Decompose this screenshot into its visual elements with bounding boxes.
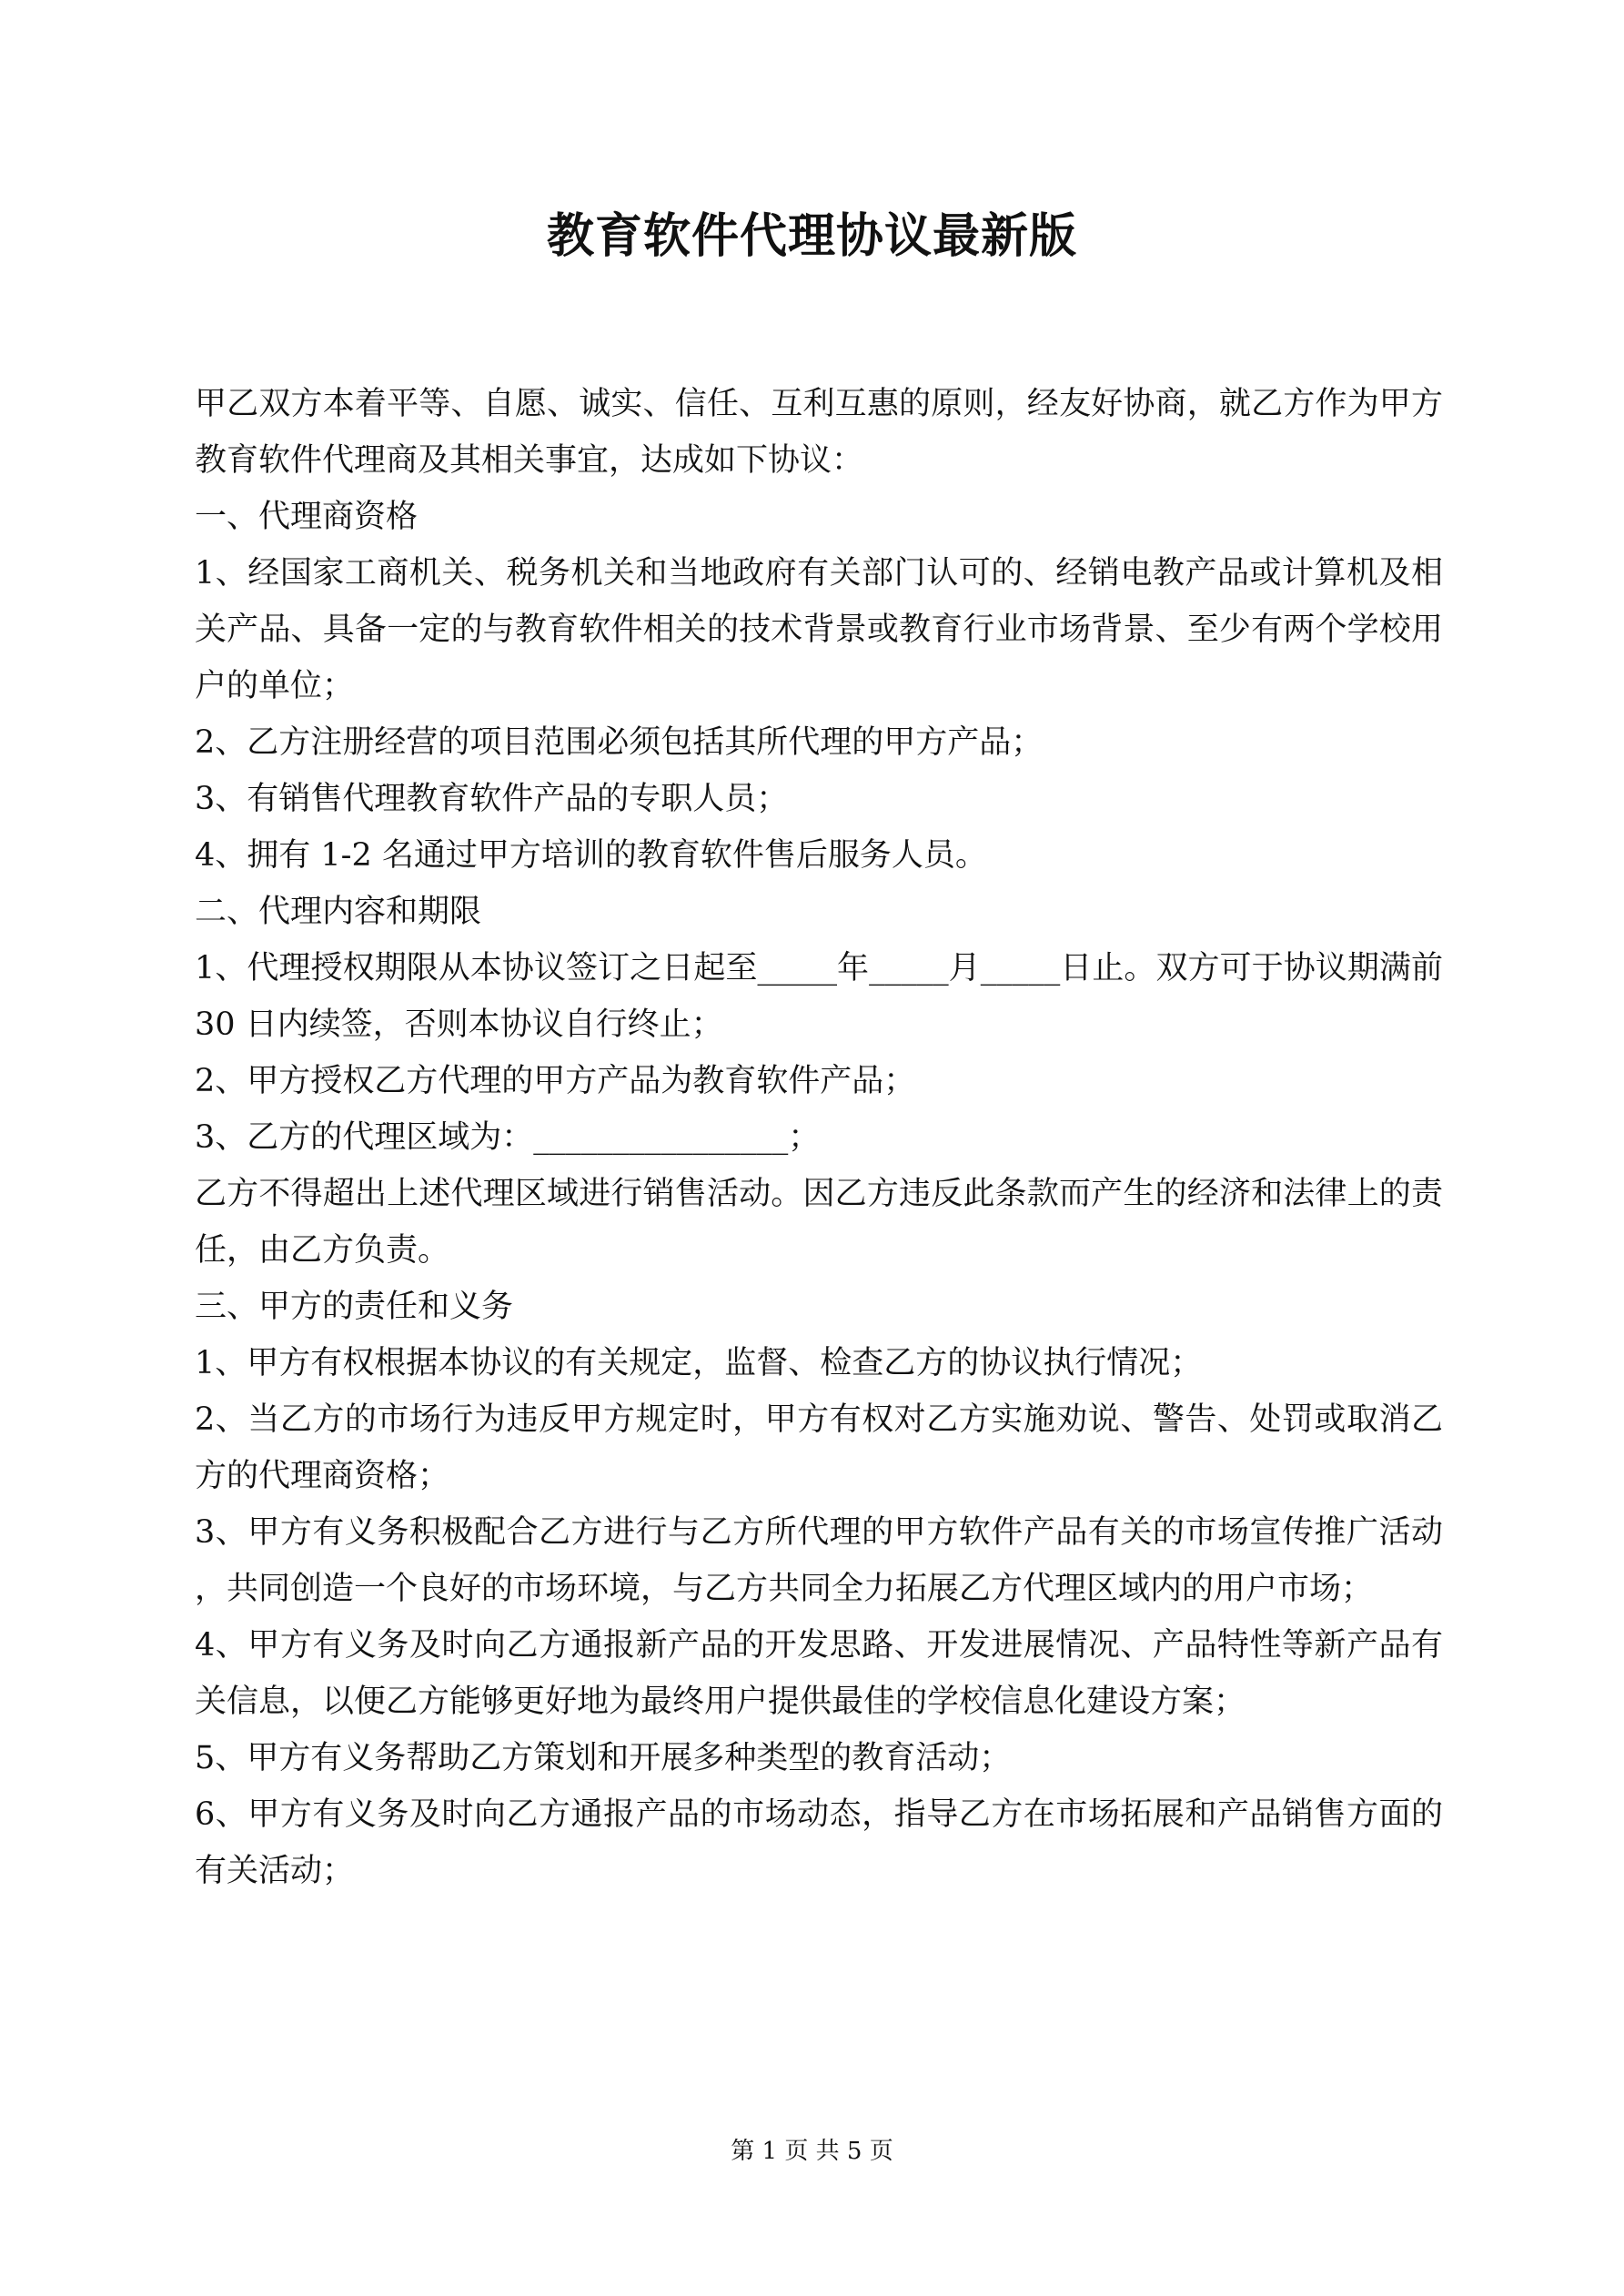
- clause-paragraph: 乙方不得超出上述代理区域进行销售活动。因乙方违反此条款而产生的经济和法律上的责任，由乙方负责。: [195, 1176, 1443, 1269]
- clause-paragraph: 2、甲方授权乙方代理的甲方产品为教育软件产品；: [195, 1063, 916, 1099]
- clause-paragraph: 1、经国家工商机关、税务机关和当地政府有关部门认可的、经销电教产品或计算机及相关产品、具备一定的与教育软件相关的技术背景或教育行业市场背景、至少有两个学校用户的单位；: [195, 555, 1443, 704]
- clause-paragraph: 6、甲方有义务及时向乙方通报产品的市场动态，指导乙方在市场拓展和产品销售方面的有关活动；: [195, 1796, 1443, 1889]
- document-title: 教育软件代理协议最新版: [546, 208, 1077, 264]
- clause-paragraph: 2、当乙方的市场行为违反甲方规定时，甲方有权对乙方实施劝说、警告、处罚或取消乙方的代理商资格；: [195, 1401, 1443, 1494]
- clause-paragraph: 5、甲方有义务帮助乙方策划和开展多种类型的教育活动；: [195, 1740, 1012, 1776]
- clause-paragraph: 2、乙方注册经营的项目范围必须包括其所代理的甲方产品；: [195, 724, 1044, 761]
- document-body: [195, 376, 1443, 1899]
- clause-paragraph: 1、代理授权期限从本协议签订之日起至_____年_____月_____日止。双方可于协议期满前 30 日内续签，否则本协议自行终止；: [195, 950, 1443, 1043]
- page-footer: 第 1 页 共 5 页: [731, 2138, 893, 2165]
- clause-paragraph: 3、甲方有义务积极配合乙方进行与乙方所代理的甲方软件产品有关的市场宣传推广活动，共同创造一个良好的市场环境，与乙方共同全力拓展乙方代理区域内的用户市场；: [195, 1514, 1443, 1607]
- clause-paragraph: 4、拥有 1-2 名通过甲方培训的教育软件售后服务人员。: [195, 837, 987, 874]
- clause-paragraph: 4、甲方有义务及时向乙方通报新产品的开发思路、开发进展情况、产品特性等新产品有关信息，以便乙方能够更好地为最终用户提供最佳的学校信息化建设方案；: [195, 1627, 1443, 1720]
- section-heading: 二、代理内容和期限: [195, 894, 482, 930]
- clause-paragraph: 1、甲方有权根据本协议的有关规定，监督、检查乙方的协议执行情况；: [195, 1345, 1203, 1381]
- section-heading: 一、代理商资格: [195, 499, 419, 535]
- section-heading: 三、甲方的责任和义务: [195, 1289, 514, 1325]
- clause-paragraph: 3、有销售代理教育软件产品的专职人员；: [195, 781, 789, 817]
- intro-paragraph: 甲乙双方本着平等、自愿、诚实、信任、互利互惠的原则，经友好协商，就乙方作为甲方教育软件代理商及其相关事宜，达成如下协议：: [195, 386, 1443, 479]
- clause-paragraph: 3、乙方的代理区域为：________________；: [195, 1119, 821, 1156]
